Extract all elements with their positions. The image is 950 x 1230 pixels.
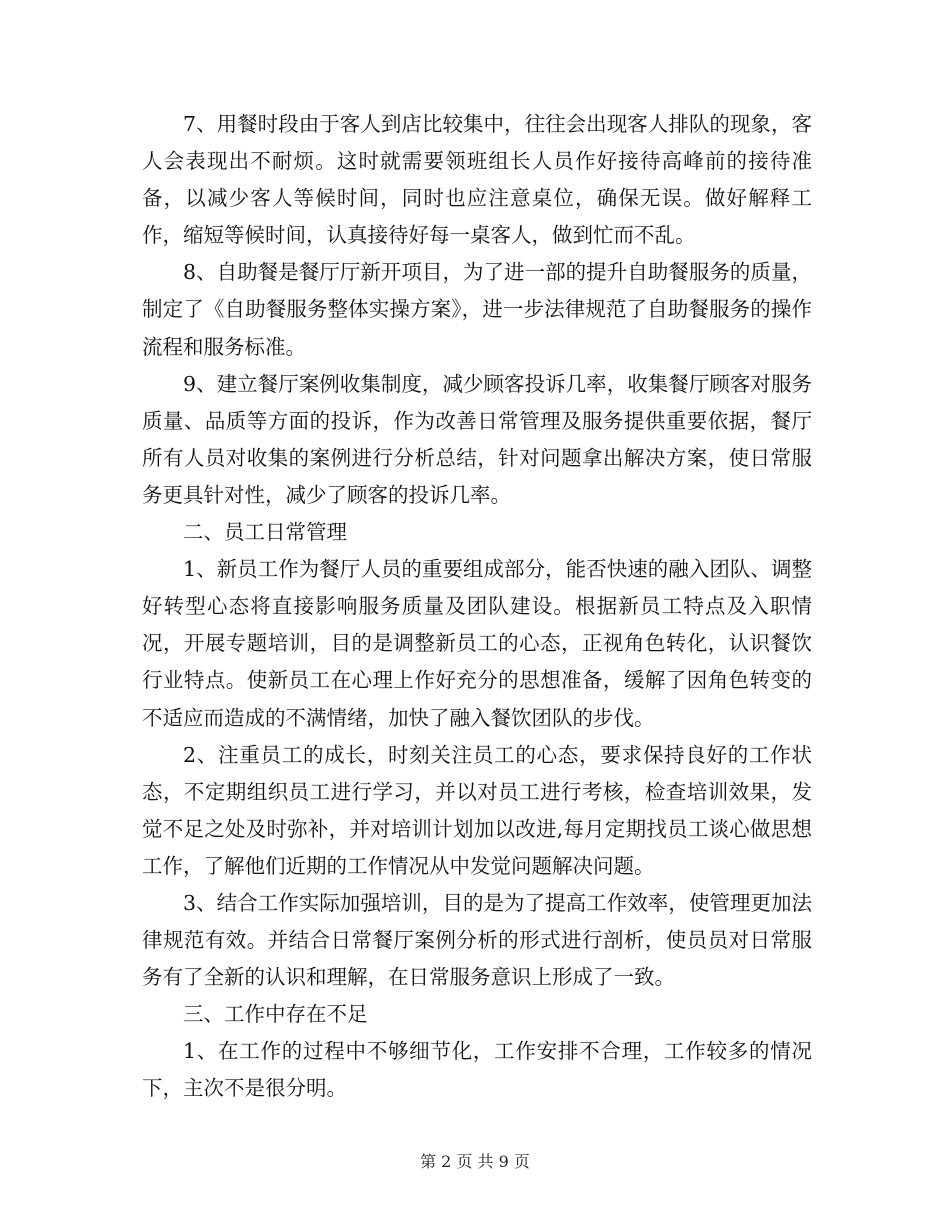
page-number-footer: 第 2 页 共 9 页 xyxy=(420,1152,530,1171)
paragraph-item-9: 9、建立餐厅案例收集制度，减少顾客投诉几率，收集餐厅顾客对服务质量、品质等方面的投诉，作为改善日常管理及服务提供重要依据，餐厅所有人员对收集的案例进行分析总结，针对问题拿出解决方案，使日常服务更具针对性，减少了顾客的投诉几率。 xyxy=(142,371,812,507)
section-heading-staff-management: 二、员工日常管理 xyxy=(183,520,347,545)
paragraph-staff-3: 3、结合工作实际加强培训，目的是为了提高工作效率，使管理更加法律规范有效。并结合日常餐厅案例分析的形式进行剖析，使员员对日常服务有了全新的认识和理解，在日常服务意识上形成了一致。 xyxy=(142,890,812,990)
paragraph-shortcoming-1: 1、在工作的过程中不够细节化，工作安排不合理，工作较多的情况下，主次不是很分明。 xyxy=(142,1039,812,1101)
paragraph-staff-1: 1、新员工作为餐厅人员的重要组成部分，能否快速的融入团队、调整好转型心态将直接影响服务质量及团队建设。根据新员工特点及入职情况，开展专题培训，目的是调整新员工的心态，正视角色转化，认识餐饮行业特点。使新员工在心理上作好充分的思想准备，缓解了因角色转变的不适应而造成的不满情绪，加快了融入餐饮团队的步伐。 xyxy=(142,557,812,730)
paragraph-staff-2: 2、注重员工的成长，时刻关注员工的心态，要求保持良好的工作状态，不定期组织员工进行学习，并以对员工进行考核，检查培训效果，发觉不足之处及时弥补，并对培训计划加以改进,每月定期找员工谈心做思想工作，了解他们近期的工作情况从中发觉问题解决问题。 xyxy=(142,742,812,878)
paragraph-item-8: 8、自助餐是餐厅厅新开项目，为了进一部的提升自助餐服务的质量，制定了《自助餐服务整体实操方案》，进一步法律规范了自助餐服务的操作流程和服务标准。 xyxy=(142,260,812,359)
paragraph-item-7: 7、用餐时段由于客人到店比较集中，往往会出现客人排队的现象，客人会表现出不耐烦。这时就需要领班组长人员作好接待高峰前的接待准备，以减少客人等候时间，同时也应注意桌位，确保无误。做好解释工作，缩短等候时间，认真接待好每一桌客人，做到忙而不乱。 xyxy=(142,112,812,248)
section-heading-shortcomings: 三、工作中存在不足 xyxy=(183,1002,368,1027)
document-body xyxy=(142,106,812,1108)
